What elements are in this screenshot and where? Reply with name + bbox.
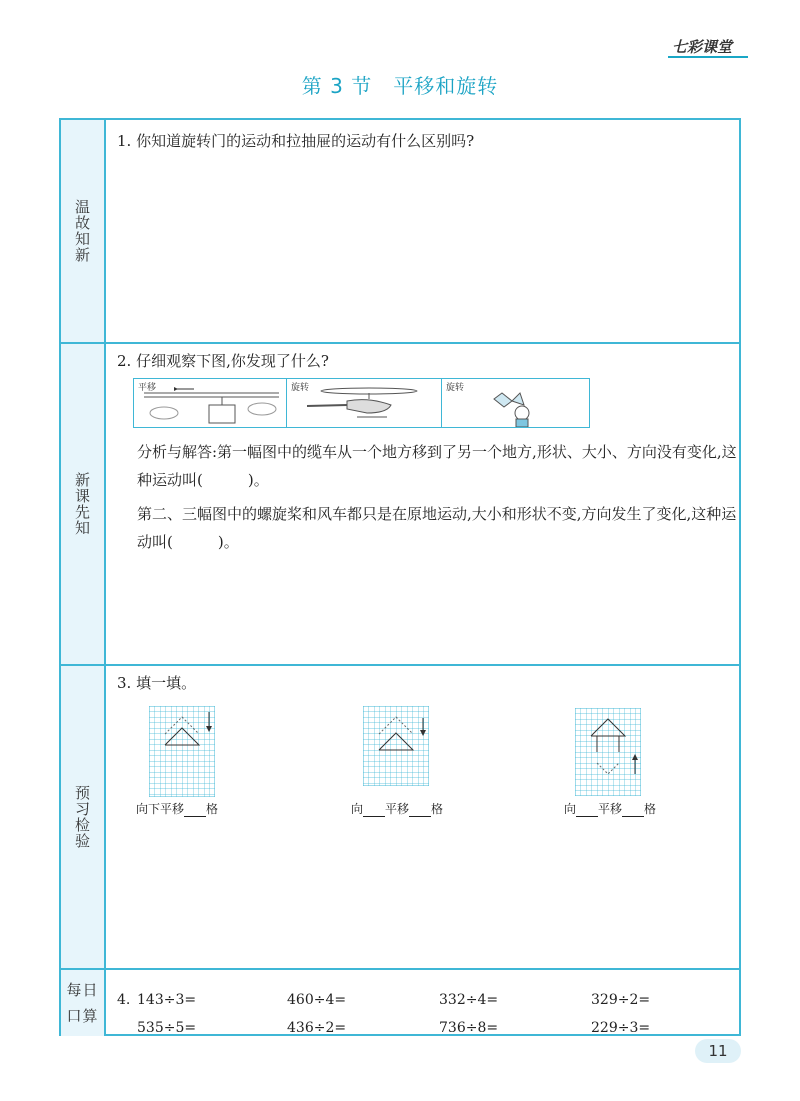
- page-title: 第 3 节 平移和旋转: [301, 74, 499, 98]
- section-label-check: 预习检验: [61, 666, 106, 968]
- grid-figure-2: [363, 706, 429, 790]
- caption-1: 向下平移 格: [136, 802, 219, 816]
- answer-blank[interactable]: [184, 804, 206, 817]
- section-label-preview: 新课先知: [61, 344, 106, 664]
- page-number: 11: [695, 1039, 741, 1063]
- answer-blank[interactable]: [622, 804, 644, 817]
- helicopter-panel: 旋转: [287, 379, 442, 427]
- caption-2: 向 平移 格: [351, 802, 444, 816]
- section-divider: [61, 968, 739, 970]
- calc-item: 332÷4=: [439, 992, 499, 1008]
- answer-blank[interactable]: [576, 804, 598, 817]
- question-2: 2. 仔细观察下图,你发现了什么?: [117, 352, 329, 370]
- brand-logo: 七彩课堂: [672, 38, 733, 56]
- worksheet-frame: [59, 118, 741, 1036]
- calc-item: 535÷5=: [137, 1020, 197, 1036]
- calc-item: 736÷8=: [439, 1020, 499, 1036]
- answer-blank[interactable]: [363, 804, 385, 817]
- cable-car-icon: [134, 379, 287, 427]
- shift-grid-1: [149, 706, 215, 797]
- calc-item: 329÷2=: [591, 992, 651, 1008]
- helicopter-icon: [287, 379, 442, 427]
- motion-illustrations: [133, 378, 590, 428]
- pinwheel-panel: 旋转: [442, 379, 589, 427]
- calc-item: 436÷2=: [287, 1020, 347, 1036]
- pinwheel-icon: [442, 379, 589, 427]
- answer-blank[interactable]: [409, 804, 431, 817]
- calc-item: 143÷3=: [137, 992, 197, 1008]
- question-1: 1. 你知道旋转门的运动和拉抽屉的运动有什么区别吗?: [117, 132, 475, 150]
- shift-grid-2: [363, 706, 429, 786]
- section-divider: [61, 342, 739, 344]
- analysis-paragraph-1: 分析与解答:第一幅图中的缆车从一个地方移到了另一个地方,形状、大小、方向没有变化,这种运动叫( )。: [137, 443, 737, 489]
- grid-figure-1: [149, 706, 215, 801]
- question-4-label: 4.: [117, 992, 131, 1008]
- brand-underline: [668, 56, 748, 58]
- calc-item: 229÷3=: [591, 1020, 651, 1036]
- analysis-paragraph-2: 第二、三幅图中的螺旋桨和风车都只是在原地运动,大小和形状不变,方向发生了变化,这种运动叫( )。: [137, 505, 737, 551]
- cable-car-panel: 平移: [134, 379, 287, 427]
- shift-grid-3: [575, 708, 641, 796]
- caption-3: 向 平移 格: [564, 802, 657, 816]
- question-3: 3. 填一填。: [117, 674, 197, 692]
- calc-item: 460÷4=: [287, 992, 347, 1008]
- section-label-mental-math: 每日口算: [61, 970, 106, 1036]
- grid-figure-3: [575, 708, 641, 800]
- section-divider: [61, 664, 739, 666]
- section-label-review: 温故知新: [61, 120, 106, 342]
